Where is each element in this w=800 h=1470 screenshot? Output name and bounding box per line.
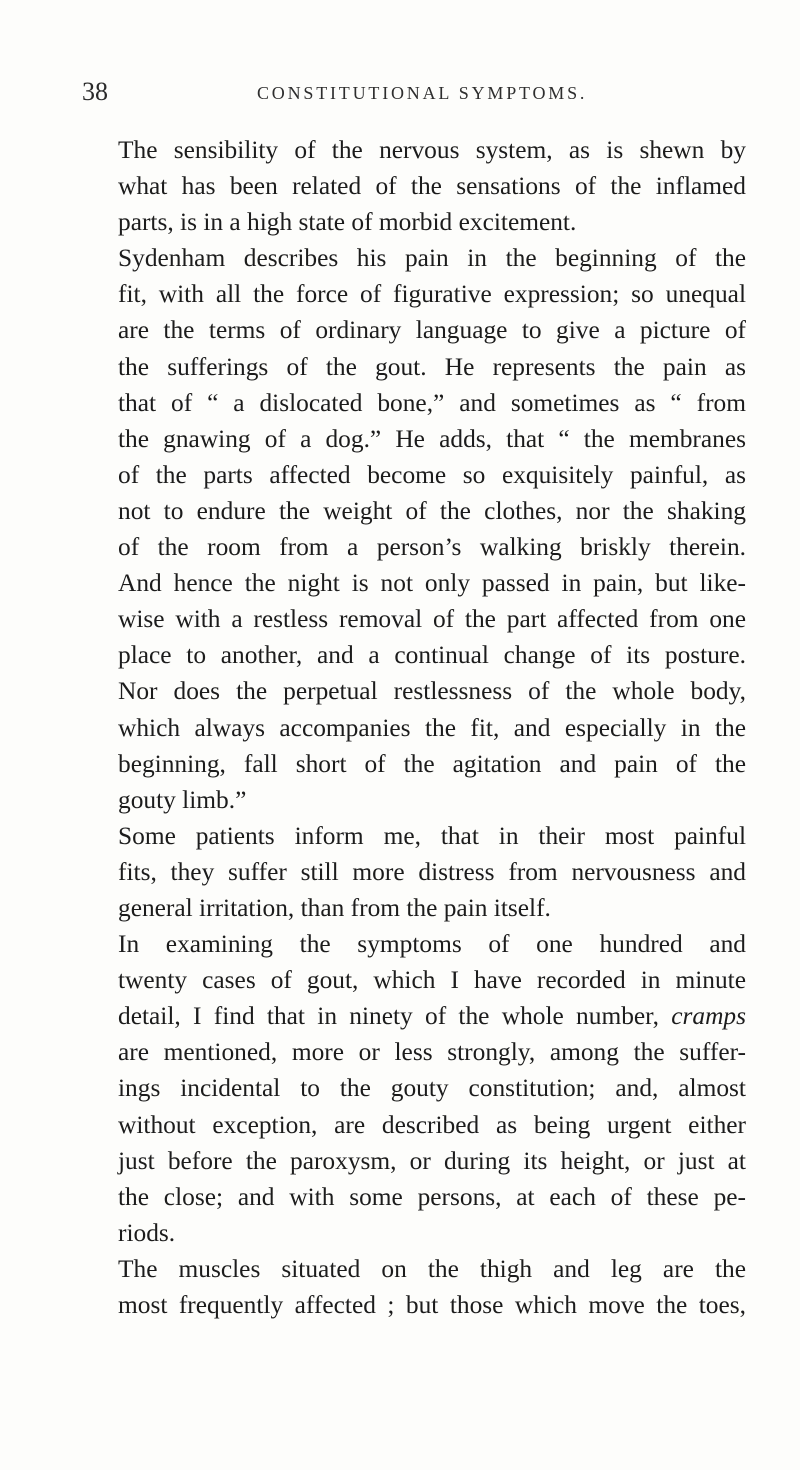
text-line: Sydenham describes his pain in the beginning of the — [118, 244, 746, 273]
text-line: And hence the night is not only passed in pain, but like- — [118, 569, 746, 598]
running-head — [82, 76, 748, 108]
text-line: wise with a restless removal of the part affected from one — [118, 605, 746, 634]
text-line: parts, is in a high state of morbid excitement. — [118, 208, 577, 237]
paragraph-1 — [82, 132, 746, 240]
text-line: gouty limb.” — [118, 785, 247, 814]
text-line: are mentioned, more or less strongly, among the suffer- — [118, 1038, 746, 1067]
text-line: ings incidental to the gouty constitution; and, almost — [118, 1074, 746, 1103]
text-line: just before the paroxysm, or during its height, or just at — [118, 1146, 746, 1175]
paragraph-2 — [82, 240, 746, 818]
text-line: most frequently affected ; but those which move the toes, — [118, 1291, 746, 1319]
text-line: the gnawing of a dog.” He adds, that “ the membranes — [118, 424, 746, 453]
text-line: general irritation, than from the pain itself. — [118, 893, 551, 922]
text-line: Nor does the perpetual restlessness of the whole body, — [118, 677, 746, 706]
text-line: The sensibility of the nervous system, as is shewn by — [118, 136, 746, 164]
text-line: The muscles situated on the thigh and leg are the — [118, 1254, 746, 1283]
text-line: without exception, are described as being urgent either — [118, 1110, 746, 1139]
text-line: In examining the symptoms of one hundred and — [118, 930, 746, 959]
text-line: the sufferings of the gout. He represents the pain as — [118, 352, 746, 381]
emphasis-word: cramps — [671, 1002, 746, 1031]
running-title: CONSTITUTIONAL SYMPTOMS. — [257, 83, 588, 103]
text-line: that of “ a dislocated bone,” and sometimes as “ from — [118, 388, 746, 417]
text-line: fits, they suffer still more distress from nervousness and — [118, 857, 746, 886]
text-line: fit, with all the force of figurative expression; so unequal — [118, 280, 746, 309]
text-line: riods. — [118, 1218, 176, 1247]
text-line: are the terms of ordinary language to give a picture of — [118, 316, 746, 345]
text-line: what has been related of the sensations of the inflamed — [118, 172, 746, 201]
page-number: 38 — [82, 77, 108, 106]
text-line: place to another, and a continual change of its posture. — [118, 641, 746, 670]
text-line: beginning, fall short of the agitation and pain of the — [118, 749, 746, 778]
text-line: of the parts affected become so exquisitely painful, as — [118, 460, 746, 489]
text-line: not to endure the weight of the clothes, nor the shaking — [118, 496, 746, 525]
text-segment: detail, I find that in ninety of the whole number, — [118, 1002, 659, 1031]
text-line: twenty cases of gout, which I have recorded in minute — [118, 966, 746, 995]
paragraph-5 — [82, 1251, 746, 1323]
paragraph-4 — [82, 926, 746, 1251]
text-line: which always accompanies the fit, and especially in the — [118, 713, 746, 742]
text-line: the close; and with some persons, at each of these pe- — [118, 1182, 746, 1211]
text-line: Some patients inform me, that in their most painful — [118, 821, 746, 850]
body-text — [82, 132, 746, 1323]
paragraph-3 — [82, 818, 746, 926]
text-line: of the room from a person’s walking briskly therein. — [118, 533, 746, 562]
text-line-with-emphasis — [82, 998, 746, 1034]
